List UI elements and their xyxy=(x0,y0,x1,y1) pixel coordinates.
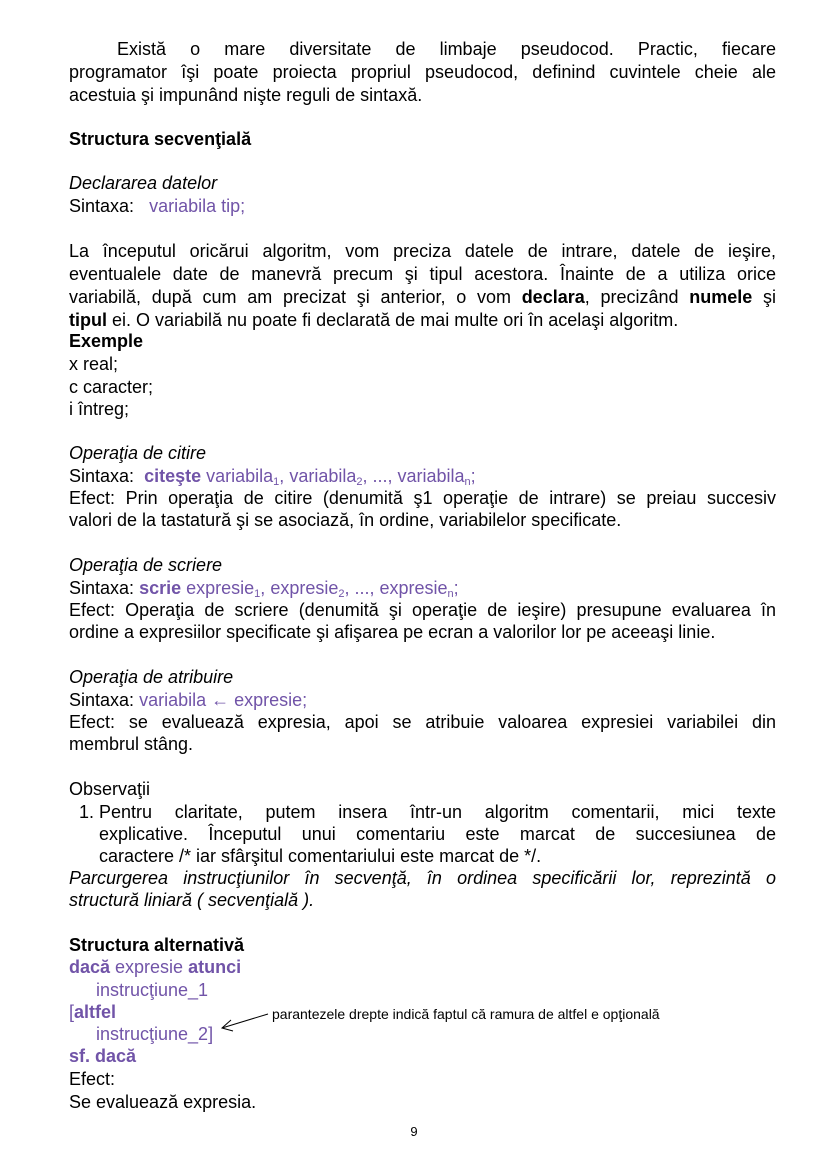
observation-line-1: Pentru claritate, putem insera într-un algoritm comentarii, mici texte xyxy=(99,802,776,822)
intro-line-2: programator îşi poate proiecta propriul pseudocod, definind cuvintele cheie ale xyxy=(69,62,776,82)
alt-effect-text: Se evaluează expresia. xyxy=(69,1092,257,1112)
summary-line-1: Parcurgerea instrucţiunilor în secvenţă, în ordinea specificării lor, reprezintă o xyxy=(69,868,776,888)
subheading-assign: Operaţia de atribuire xyxy=(69,667,234,687)
example-1: x real; xyxy=(69,354,119,374)
read-effect-1: Efect: Prin operaţia de citire (denumită ş1 operaţie de intrare) se preiau succesiv xyxy=(69,488,776,508)
declaration-text-3: variabilă, după cum am precizat şi anterior, o vom declara, precizând numele şi xyxy=(69,287,776,307)
assign-effect-1: Efect: se evaluează expresia, apoi se atribuie valoarea expresiei variabilei din xyxy=(69,712,776,732)
subheading-declaration: Declararea datelor xyxy=(69,173,218,193)
instruction-1: instrucţiune_1 xyxy=(96,980,209,1000)
end-if-line: sf. dacă xyxy=(69,1046,137,1066)
assign-effect-2: membrul stâng. xyxy=(69,734,194,754)
page-number: 9 xyxy=(410,1124,418,1139)
intro-line-3: acestuia şi impunând nişte reguli de sintaxă. xyxy=(69,85,423,105)
instruction-2: instrucţiune_2] xyxy=(96,1024,214,1044)
declaration-text-1: La începutul oricărui algoritm, vom preciza datele de intrare, datele de ieşire, xyxy=(69,241,776,261)
example-3: i întreg; xyxy=(69,399,130,419)
intro-line-1: Există o mare diversitate de limbaje pseudocod. Practic, fiecare xyxy=(117,39,776,59)
subheading-write: Operaţia de scriere xyxy=(69,555,223,575)
example-2: c caracter; xyxy=(69,377,154,397)
examples-title: Exemple xyxy=(69,331,144,351)
observation-line-3: caractere /* iar sfârşitul comentariului este marcat de */. xyxy=(99,846,542,866)
observations-title: Observaţii xyxy=(69,779,151,799)
observation-number: 1. xyxy=(79,802,95,822)
section-heading-alternative: Structura alternativă xyxy=(69,935,245,955)
write-effect-2: ordine a expresiilor specificate şi afişarea pe ecran a valorilor lor pe aceeaşi linie. xyxy=(69,622,716,642)
declaration-syntax: Sintaxa: variabila tip; xyxy=(69,196,246,216)
write-effect-1: Efect: Operaţia de scriere (denumită şi operaţie de ieşire) presupune evaluarea în xyxy=(69,600,776,620)
alt-effect-label: Efect: xyxy=(69,1069,116,1089)
read-effect-2: valori de la tastatură şi se asociază, în ordine, variabilelor specificate. xyxy=(69,510,622,530)
assign-syntax: Sintaxa: variabila ← expresie; xyxy=(69,690,308,710)
read-syntax: Sintaxa: citeşte variabila$_1$, variabila$_2$, ..., variabila$_n$; xyxy=(69,466,476,488)
summary-line-2: structură liniară ( secvenţială ). xyxy=(69,890,315,910)
observation-line-2: explicative. Începutul unui comentariu este marcat de succesiunea de xyxy=(99,824,776,844)
else-line: [altfel xyxy=(69,1002,117,1022)
subheading-read: Operaţia de citire xyxy=(69,443,207,463)
section-heading-sequential: Structura secvenţială xyxy=(69,129,252,149)
annotation-note: parantezele drepte indică faptul că ramura de altfel e opţională xyxy=(272,1006,660,1022)
if-line: dacă expresie atunci xyxy=(69,957,242,977)
write-syntax: Sintaxa: scrie expresie$_1$, expresie$_2$, ..., expresie$_n$; xyxy=(69,578,459,600)
declaration-text-4: tipul ei. O variabilă nu poate fi declarată de mai multe ori în acelaşi algoritm. xyxy=(69,310,679,330)
declaration-text-2: eventualele date de manevră precum şi tipul acestora. Înainte de a utiliza orice xyxy=(69,264,776,284)
